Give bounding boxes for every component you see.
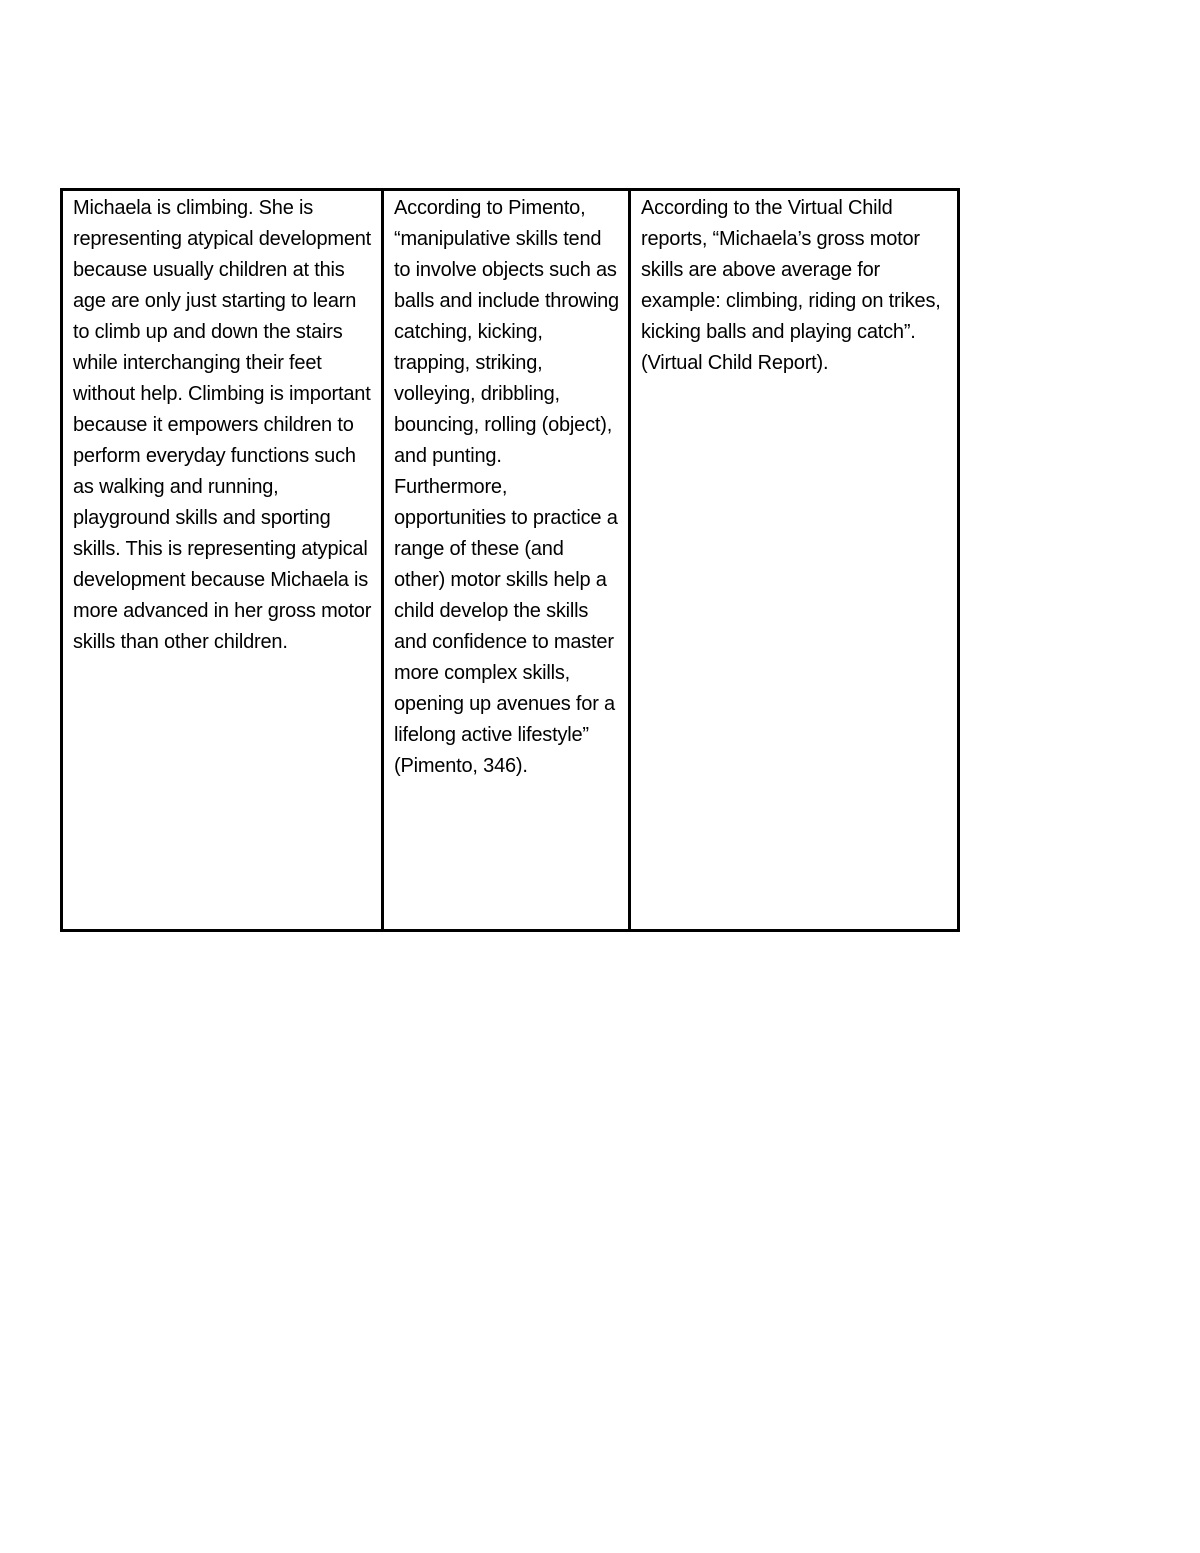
report-cell: According to the Virtual Child reports, “Michaela’s gross motor skills are above average for example: climbing, riding on trikes, kicking balls and playing catch”. (Virtual Child Report).	[630, 190, 959, 931]
theory-cell: According to Pimento, “manipulative skills tend to involve objects such as balls and include throwing catching, kicking, trapping, striking, volleying, dribbling, bouncing, rolling (object), and punting. Furthermore, opportunities to practice a range of these (and other) motor skills help a child develop the skills and confidence to master more complex skills, opening up avenues for a lifelong active lifestyle” (Pimento, 346).	[383, 190, 630, 931]
notes-table	[60, 188, 960, 932]
observation-cell: Michaela is climbing. She is representing atypical development because usually children at this age are only just starting to learn to climb up and down the stairs while interchanging their feet without help. Climbing is important because it empowers children to perform everyday functions such as walking and running, playground skills and sporting skills. This is representing atypical development because Michaela is more advanced in her gross motor skills than other children.	[62, 190, 383, 931]
table-row	[62, 190, 959, 931]
